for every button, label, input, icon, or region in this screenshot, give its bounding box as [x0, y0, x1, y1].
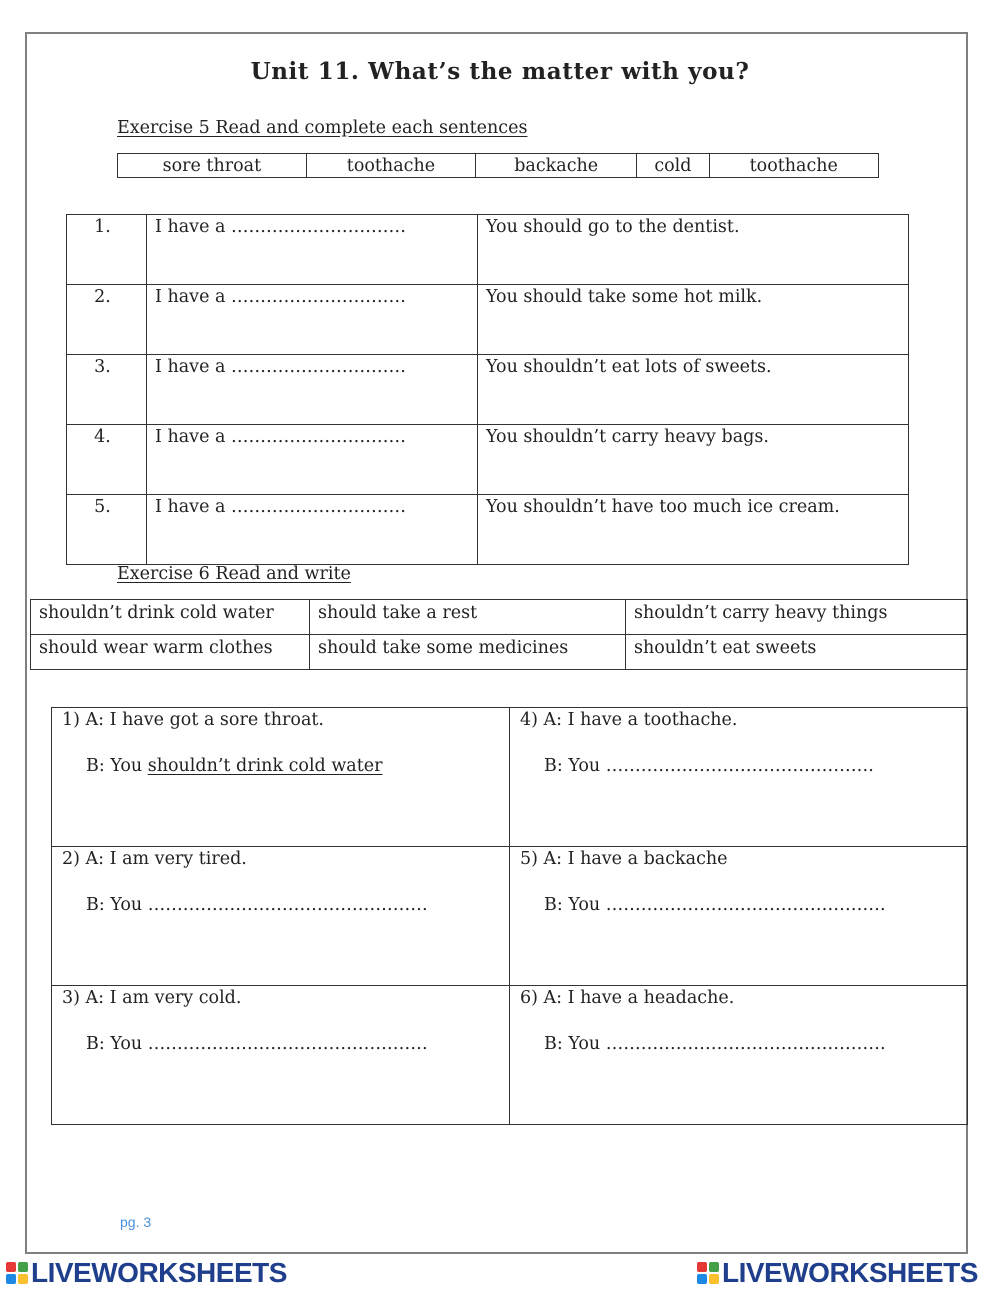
exercise5-heading: Exercise 5 Read and complete each sentences	[117, 118, 528, 138]
fill-in-blank[interactable]: I have a …………………………	[147, 285, 478, 355]
answer-blank[interactable]: …………………………………………	[147, 1034, 428, 1054]
dialog-cell	[510, 708, 968, 847]
dialog-cell	[510, 986, 968, 1125]
fill-in-blank[interactable]: I have a …………………………	[147, 495, 478, 565]
word-bank-item: toothache	[709, 154, 878, 178]
dialog-b-prefix: B: You	[86, 756, 148, 776]
dialog-b-prefix: B: You	[86, 1034, 148, 1054]
row-number: 4.	[67, 425, 147, 495]
dialog-line-a: 2) A: I am very tired.	[62, 849, 247, 869]
word-bank-item: backache	[476, 154, 637, 178]
table-row	[67, 355, 909, 425]
dialog-cell	[52, 708, 510, 847]
dialog-b-prefix: B: You	[544, 1034, 606, 1054]
phrase-bank-item: should take some medicines	[310, 635, 626, 670]
example-answer: shouldn’t drink cold water	[147, 756, 383, 776]
exercise6-dialog-grid	[51, 707, 968, 1125]
advice-text: You should go to the dentist.	[478, 215, 909, 285]
phrase-bank-item: should take a rest	[310, 600, 626, 635]
page-title: Unit 11. What’s the matter with you?	[250, 58, 750, 85]
dialog-line-a: 1) A: I have got a sore throat.	[62, 710, 324, 730]
exercise5-table	[66, 214, 909, 565]
dialog-b-prefix: B: You	[544, 895, 606, 915]
phrase-bank-item: should wear warm clothes	[31, 635, 310, 670]
dialog-line-b	[520, 755, 957, 777]
dialog-cell	[510, 847, 968, 986]
dialog-line-a: 6) A: I have a headache.	[520, 988, 735, 1008]
dialog-line-b	[62, 894, 499, 916]
table-row	[67, 285, 909, 355]
dialog-b-prefix: B: You	[86, 895, 148, 915]
logo-blocks-icon	[6, 1262, 28, 1284]
dialog-line-b	[520, 1033, 957, 1055]
exercise6-phrase-bank	[30, 599, 968, 670]
table-row	[67, 495, 909, 565]
exercise5-word-bank	[117, 153, 879, 178]
dialog-line-a: 5) A: I have a backache	[520, 849, 728, 869]
brand-name: LIVEWORKSHEETS	[31, 1257, 287, 1288]
word-bank-item: sore throat	[118, 154, 307, 178]
word-bank-item: cold	[637, 154, 709, 178]
advice-text: You shouldn’t eat lots of sweets.	[478, 355, 909, 425]
row-number: 5.	[67, 495, 147, 565]
dialog-line-b	[520, 894, 957, 916]
dialog-cell	[52, 847, 510, 986]
phrase-bank-item: shouldn’t eat sweets	[626, 635, 968, 670]
advice-text: You should take some hot milk.	[478, 285, 909, 355]
row-number: 3.	[67, 355, 147, 425]
dialog-line-b	[62, 1033, 499, 1055]
advice-text: You shouldn’t carry heavy bags.	[478, 425, 909, 495]
dialog-line-b	[62, 755, 499, 777]
page-number: pg. 3	[120, 1214, 152, 1230]
advice-text: You shouldn’t have too much ice cream.	[478, 495, 909, 565]
dialog-b-prefix: B: You	[544, 756, 606, 776]
table-row	[67, 215, 909, 285]
word-bank-item: toothache	[306, 154, 475, 178]
liveworksheets-logo-right[interactable]	[697, 1256, 978, 1290]
answer-blank[interactable]: …………………………………………	[605, 895, 886, 915]
dialog-line-a: 4) A: I have a toothache.	[520, 710, 738, 730]
dialog-cell	[52, 986, 510, 1125]
logo-blocks-icon	[697, 1262, 719, 1284]
dialog-line-a: 3) A: I am very cold.	[62, 988, 242, 1008]
liveworksheets-logo-left[interactable]	[6, 1256, 287, 1290]
fill-in-blank[interactable]: I have a …………………………	[147, 425, 478, 495]
phrase-bank-item: shouldn’t carry heavy things	[626, 600, 968, 635]
brand-name: LIVEWORKSHEETS	[722, 1257, 978, 1288]
answer-blank[interactable]: …………………………………………	[605, 1034, 886, 1054]
answer-blank[interactable]: ……………………………………….	[605, 756, 874, 776]
fill-in-blank[interactable]: I have a …………………………	[147, 355, 478, 425]
phrase-bank-item: shouldn’t drink cold water	[31, 600, 310, 635]
row-number: 1.	[67, 215, 147, 285]
row-number: 2.	[67, 285, 147, 355]
exercise6-heading: Exercise 6 Read and write	[117, 564, 351, 584]
answer-blank[interactable]: …………………………………………	[147, 895, 428, 915]
table-row	[67, 425, 909, 495]
fill-in-blank[interactable]: I have a …………………………	[147, 215, 478, 285]
